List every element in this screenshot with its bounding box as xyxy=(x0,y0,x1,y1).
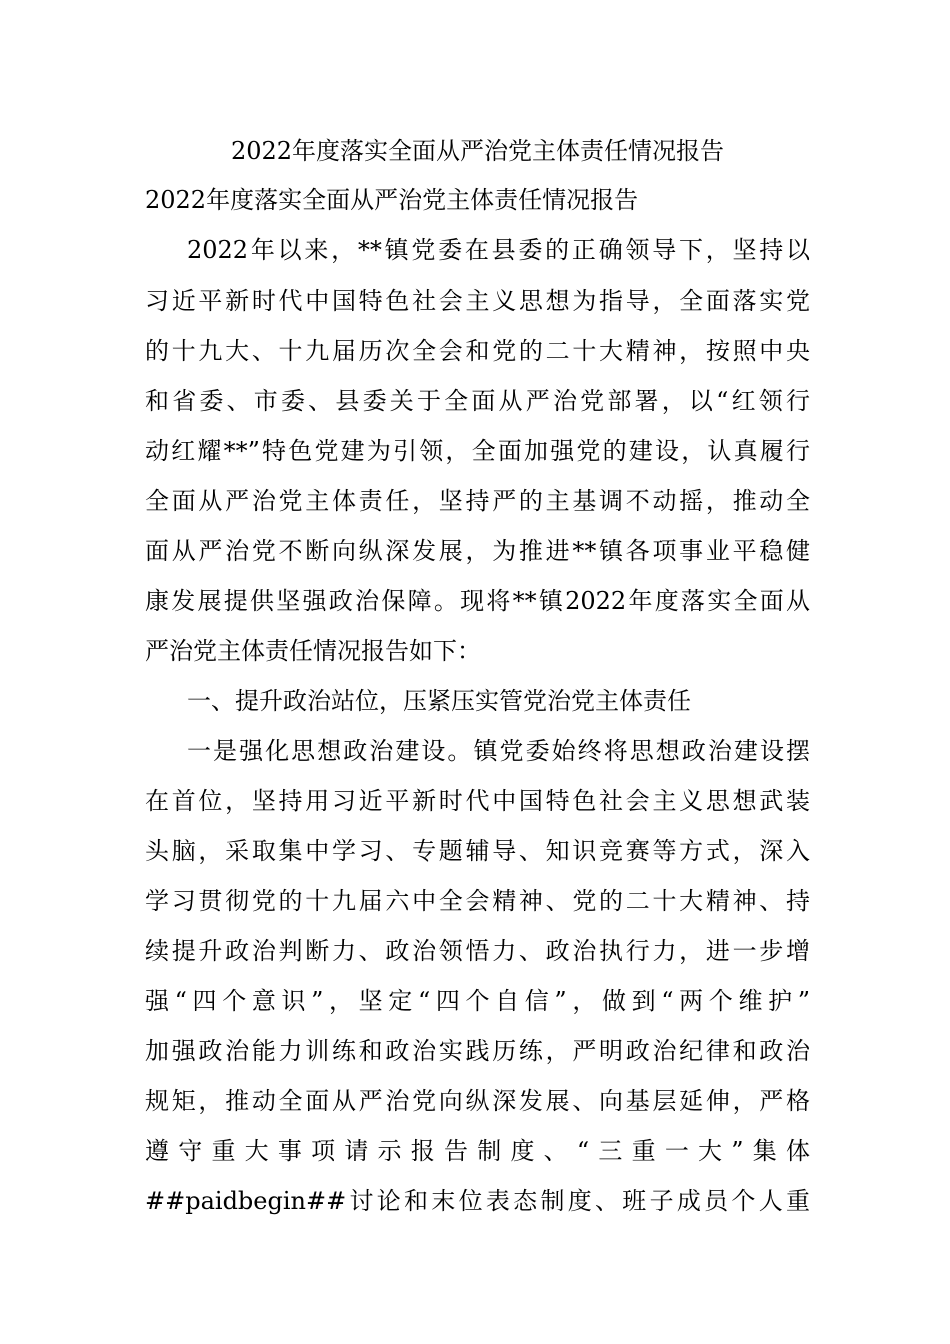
paragraph-line: 续提升政治判断力、政治领悟力、政治执行力，进一步增 xyxy=(145,937,810,965)
section-heading: 一、提升政治站位，压紧压实管党治党主体责任 xyxy=(187,687,691,715)
document-title: 2022年度落实全面从严治党主体责任情况报告 xyxy=(230,137,725,165)
paragraph-line: 2022年以来，**镇党委在县委的正确领导下，坚持以 xyxy=(187,236,810,264)
paragraph-line: 严治党主体责任情况报告如下： xyxy=(145,637,481,665)
paragraph-line: 遵守重大事项请示报告制度、“三重一大”集体 xyxy=(145,1137,810,1165)
paragraph-line: 加强政治能力训练和政治实践历练，严明政治纪律和政治 xyxy=(145,1037,810,1065)
paragraph-line: 头脑，采取集中学习、专题辅导、知识竞赛等方式，深入 xyxy=(145,837,810,865)
paragraph-line: 强“四个意识”，坚定“四个自信”，做到“两个维护” xyxy=(145,987,810,1015)
paragraph-line: 动红耀**”特色党建为引领，全面加强党的建设，认真履行 xyxy=(145,437,810,465)
paragraph-line: 的十九大、十九届历次全会和党的二十大精神，按照中央 xyxy=(145,337,810,365)
paragraph-line: 全面从严治党主体责任，坚持严的主基调不动摇，推动全 xyxy=(145,487,810,515)
document-subtitle: 2022年度落实全面从严治党主体责任情况报告 xyxy=(145,186,639,214)
paragraph-line: 康发展提供坚强政治保障。现将**镇2022年度落实全面从 xyxy=(145,587,810,615)
paragraph-line: 习近平新时代中国特色社会主义思想为指导，全面落实党 xyxy=(145,287,810,315)
paragraph-line: 在首位，坚持用习近平新时代中国特色社会主义思想武装 xyxy=(145,787,810,815)
paragraph-line: ##paidbegin##讨论和末位表态制度、班子成员个人重 xyxy=(145,1187,810,1215)
paragraph-line: 一是强化思想政治建设。镇党委始终将思想政治建设摆 xyxy=(187,737,810,765)
paragraph-line: 和省委、市委、县委关于全面从严治党部署，以“红领行 xyxy=(145,387,810,415)
paragraph-line: 学习贯彻党的十九届六中全会精神、党的二十大精神、持 xyxy=(145,887,810,915)
paragraph-line: 面从严治党不断向纵深发展，为推进**镇各项事业平稳健 xyxy=(145,537,810,565)
paragraph-line: 规矩，推动全面从严治党向纵深发展、向基层延伸，严格 xyxy=(145,1087,810,1115)
